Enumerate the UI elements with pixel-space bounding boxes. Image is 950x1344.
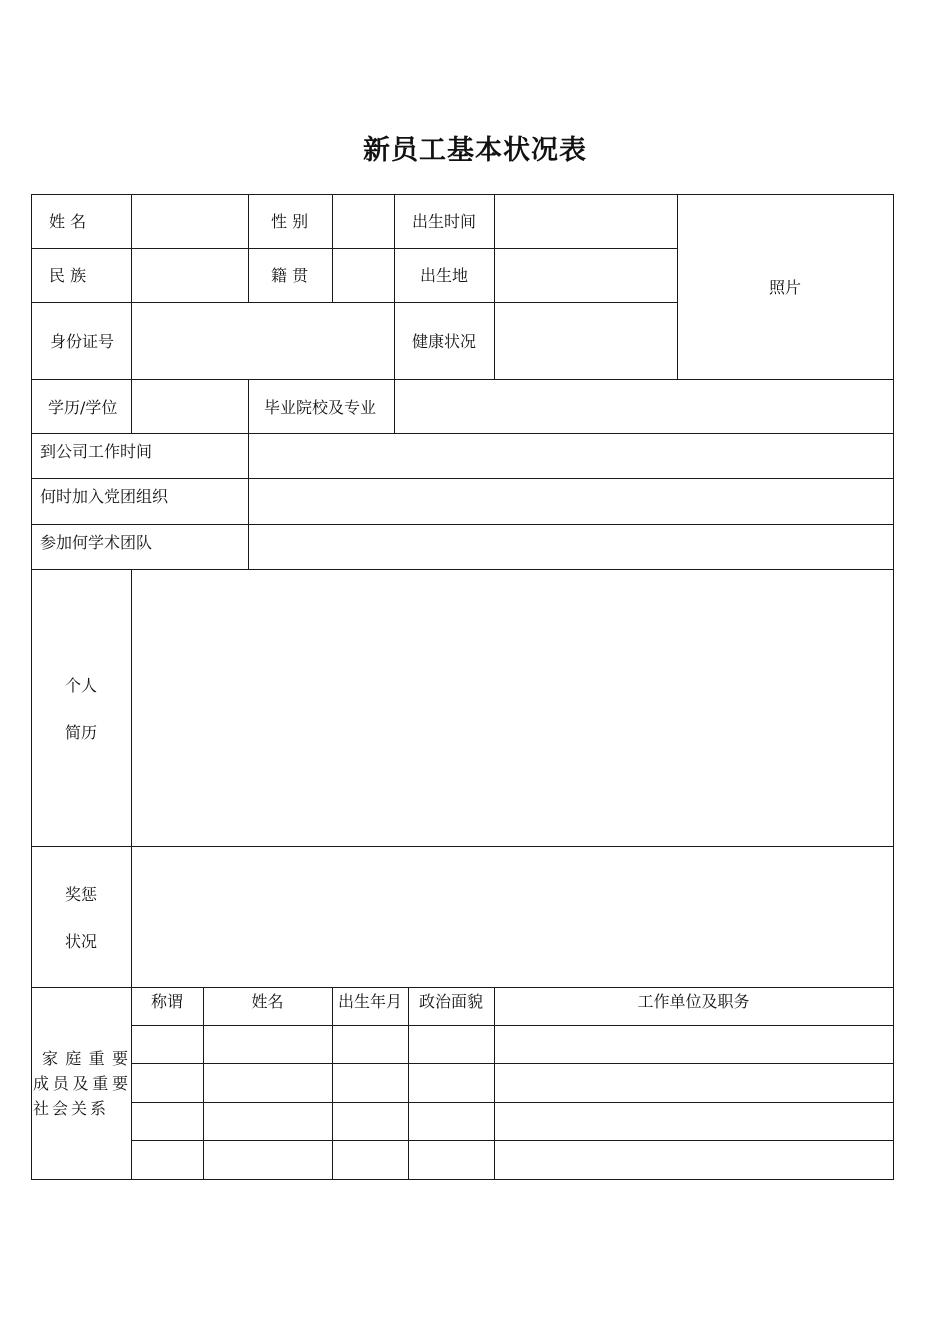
- name-field[interactable]: [132, 195, 248, 248]
- family-header-name: 姓名: [251, 992, 284, 1011]
- family-cell-relation[interactable]: [132, 1103, 203, 1140]
- party-join-label: 何时加入党团组织: [40, 487, 169, 506]
- birth-date-label: 出生时间: [412, 212, 477, 231]
- id-number-field[interactable]: [132, 303, 394, 379]
- family-cell-employer[interactable]: [495, 1141, 893, 1178]
- gender-field[interactable]: [333, 195, 394, 248]
- education-label: 学历/学位: [48, 398, 118, 417]
- awards-label-line1: 奖惩: [64, 885, 97, 904]
- rule: [248, 194, 249, 303]
- family-label: 家庭重要成员及重要社会关系: [33, 1049, 131, 1118]
- awards-field[interactable]: [132, 847, 893, 987]
- rule: [893, 194, 894, 1180]
- family-header-birth: 出生年月: [337, 992, 402, 1011]
- native-place-field[interactable]: [333, 249, 394, 302]
- family-cell-relation[interactable]: [132, 1141, 203, 1178]
- page-title: 新员工基本状况表: [363, 135, 587, 166]
- family-cell-relation[interactable]: [132, 1064, 203, 1101]
- health-label: 健康状况: [412, 332, 477, 351]
- school-major-field[interactable]: [395, 380, 893, 433]
- photo-label: 照片: [769, 278, 802, 297]
- id-number-label: 身份证号: [50, 332, 115, 351]
- name-label: 姓 名: [49, 212, 87, 231]
- family-cell-birth[interactable]: [333, 1026, 408, 1063]
- school-major-label: 毕业院校及专业: [264, 398, 377, 417]
- join-date-label: 到公司工作时间: [40, 442, 153, 461]
- birth-date-field[interactable]: [495, 195, 677, 248]
- birthplace-field[interactable]: [495, 249, 677, 302]
- family-header-political: 政治面貌: [418, 992, 483, 1011]
- family-cell-name[interactable]: [204, 1064, 332, 1101]
- family-cell-employer[interactable]: [495, 1026, 893, 1063]
- education-field[interactable]: [132, 380, 248, 433]
- rule: [31, 987, 894, 988]
- family-cell-birth[interactable]: [333, 1103, 408, 1140]
- ethnicity-label: 民 族: [49, 266, 87, 285]
- family-cell-political[interactable]: [409, 1103, 494, 1140]
- family-cell-name[interactable]: [204, 1141, 332, 1178]
- family-cell-birth[interactable]: [333, 1064, 408, 1101]
- health-field[interactable]: [495, 303, 677, 379]
- family-cell-employer[interactable]: [495, 1103, 893, 1140]
- family-cell-political[interactable]: [409, 1141, 494, 1178]
- academic-team-label: 参加何学术团队: [40, 533, 153, 552]
- party-join-field[interactable]: [249, 479, 893, 524]
- family-header-relation: 称谓: [150, 992, 183, 1011]
- birthplace-label: 出生地: [420, 266, 469, 285]
- resume-field[interactable]: [132, 570, 893, 846]
- family-cell-name[interactable]: [204, 1026, 332, 1063]
- resume-label-line2: 简历: [64, 723, 97, 742]
- family-cell-political[interactable]: [409, 1026, 494, 1063]
- family-cell-birth[interactable]: [333, 1141, 408, 1178]
- family-header-employer: 工作单位及职务: [637, 992, 750, 1011]
- academic-team-field[interactable]: [249, 525, 893, 569]
- ethnicity-field[interactable]: [132, 249, 248, 302]
- gender-label: 性 别: [271, 212, 309, 231]
- family-cell-relation[interactable]: [132, 1026, 203, 1063]
- join-date-field[interactable]: [249, 434, 893, 478]
- family-cell-employer[interactable]: [495, 1064, 893, 1101]
- rule: [31, 1179, 894, 1180]
- family-cell-name[interactable]: [204, 1103, 332, 1140]
- awards-label-line2: 状况: [64, 932, 97, 951]
- native-place-label: 籍 贯: [271, 266, 309, 285]
- resume-label-line1: 个人: [64, 676, 97, 695]
- family-cell-political[interactable]: [409, 1064, 494, 1101]
